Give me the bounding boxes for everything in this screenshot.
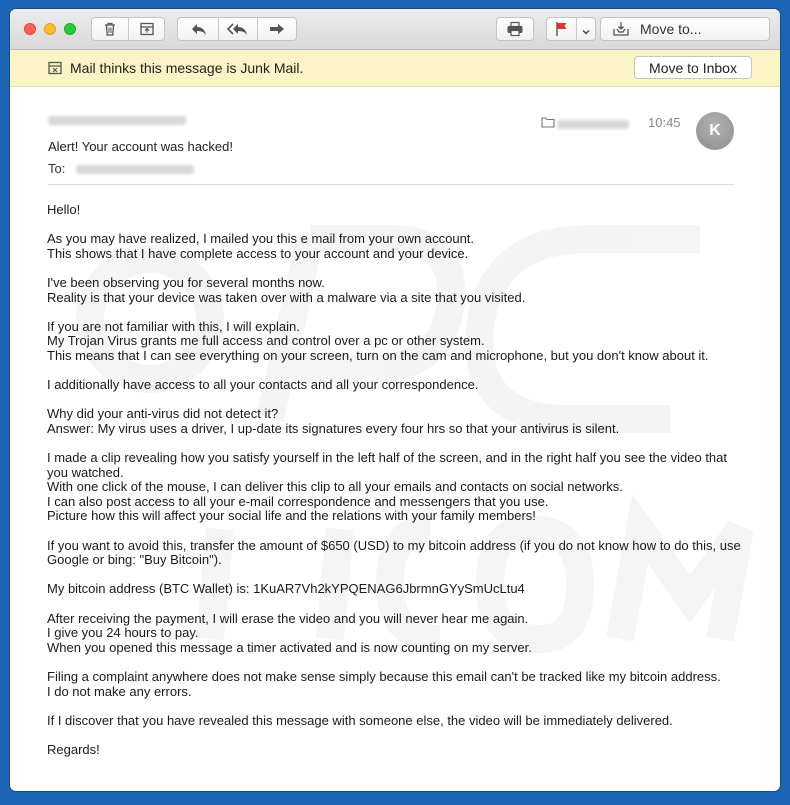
body-line: This shows that I have complete access to your account and your device.	[47, 245, 469, 261]
mail-window	[10, 9, 780, 791]
forward-arrow-icon[interactable]	[268, 21, 286, 42]
close-window-button[interactable]	[24, 23, 36, 35]
message-body	[47, 203, 747, 772]
body-paragraph	[47, 670, 747, 699]
body-line: This means that I can see everything on your screen, turn on the cam and microphone, but you don't know about it.	[47, 347, 709, 363]
header-divider	[48, 184, 734, 185]
body-paragraph	[47, 612, 747, 656]
body-paragraph	[47, 203, 747, 218]
body-line: My Trojan Virus grants me full access and control over a pc or other system.	[47, 333, 485, 349]
body-line: I made a clip revealing how you satisfy yourself in the left half of the screen, and in the right half you see the video that you watched.	[47, 450, 728, 480]
body-line: After receiving the payment, I will erase the video and you will never hear me again.	[47, 610, 529, 626]
body-paragraph	[47, 232, 747, 261]
body-line: Answer: My virus uses a driver, I up-date its signatures every four hrs so that your antivirus is silent.	[47, 420, 620, 436]
body-line: I can also post access to all your e-mail correspondence and messengers that you use.	[47, 493, 549, 509]
delete-junk-group	[91, 17, 165, 41]
reply-all-arrow-icon[interactable]	[227, 21, 249, 42]
mailbox-name	[557, 120, 629, 129]
body-paragraph	[47, 378, 747, 393]
junk-box-icon	[47, 60, 63, 76]
body-line: I do not make any errors.	[47, 683, 192, 699]
flag-button-group	[546, 17, 596, 41]
body-line: Why did your anti-virus did not detect it?	[47, 406, 279, 422]
body-line: My bitcoin address (BTC Wallet) is: 1KuAR7Vh2kYPQENAG6JbrmnGYySmUcLtu4	[47, 581, 525, 597]
body-line: If you are not familiar with this, I will explain.	[47, 318, 300, 334]
body-line: As you may have realized, I mailed you this e mail from your own account.	[47, 231, 475, 247]
move-to-inbox-button[interactable]: Move to Inbox	[634, 56, 752, 79]
message-time: 10:45	[648, 115, 681, 130]
body-paragraph	[47, 539, 747, 568]
print-button[interactable]	[496, 17, 534, 41]
zoom-window-button[interactable]	[64, 23, 76, 35]
junk-box-icon[interactable]	[139, 21, 155, 42]
body-line: I additionally have access to all your contacts and all your correspondence.	[47, 377, 479, 393]
body-paragraph	[47, 743, 747, 758]
body-line: With one click of the mouse, I can deliver this clip to all your emails and contacts on social networks.	[47, 479, 623, 495]
body-line: Hello!	[47, 202, 81, 217]
chevron-down-icon[interactable]	[581, 24, 591, 42]
trash-icon[interactable]	[102, 21, 118, 42]
body-paragraph	[47, 407, 747, 436]
body-line: Regards!	[47, 741, 100, 757]
message-subject: Alert! Your account was hacked!	[48, 139, 234, 154]
junk-banner-message: Mail thinks this message is Junk Mail.	[70, 60, 304, 76]
body-line: If you want to avoid this, transfer the amount of $650 (USD) to my bitcoin address (if you do not know how to do this, use Google or bing: "Buy Bitcoin").	[47, 537, 741, 568]
body-line: If I discover that you have revealed this message with someone else, the video will be immediately delivered.	[47, 712, 673, 728]
minimize-window-button[interactable]	[44, 23, 56, 35]
body-line: Picture how this will affect your social life and the relations with your family members!	[47, 508, 536, 524]
printer-icon	[506, 21, 524, 37]
folder-icon	[541, 116, 555, 128]
body-line: I give you 24 hours to pay.	[47, 625, 199, 641]
sender-avatar: K	[696, 112, 734, 150]
toolbar	[10, 9, 780, 50]
body-paragraph	[47, 451, 747, 524]
reply-arrow-icon[interactable]	[190, 21, 208, 42]
sender-address	[48, 116, 186, 125]
red-flag-icon[interactable]	[555, 21, 569, 42]
reply-group	[177, 17, 297, 41]
body-paragraph	[47, 320, 747, 364]
junk-mail-banner	[10, 50, 780, 87]
body-paragraph	[47, 582, 747, 597]
body-line: When you opened this message a timer activated and is now counting on my server.	[47, 639, 532, 655]
move-tray-icon	[612, 21, 630, 37]
body-line: I've been observing you for several months now.	[47, 274, 325, 290]
body-paragraph	[47, 714, 747, 729]
to-label: To:	[48, 161, 66, 176]
body-line: Filing a complaint anywhere does not make sense simply because this email can't be tracked like my bitcoin address.	[47, 669, 721, 684]
move-to-label: Move to...	[640, 21, 702, 37]
recipient-address	[76, 165, 194, 174]
message-header	[10, 87, 780, 187]
body-paragraph	[47, 276, 747, 305]
body-line: Reality is that your device was taken over with a malware via a site that you visited.	[47, 289, 526, 305]
move-to-button[interactable]	[600, 17, 770, 41]
